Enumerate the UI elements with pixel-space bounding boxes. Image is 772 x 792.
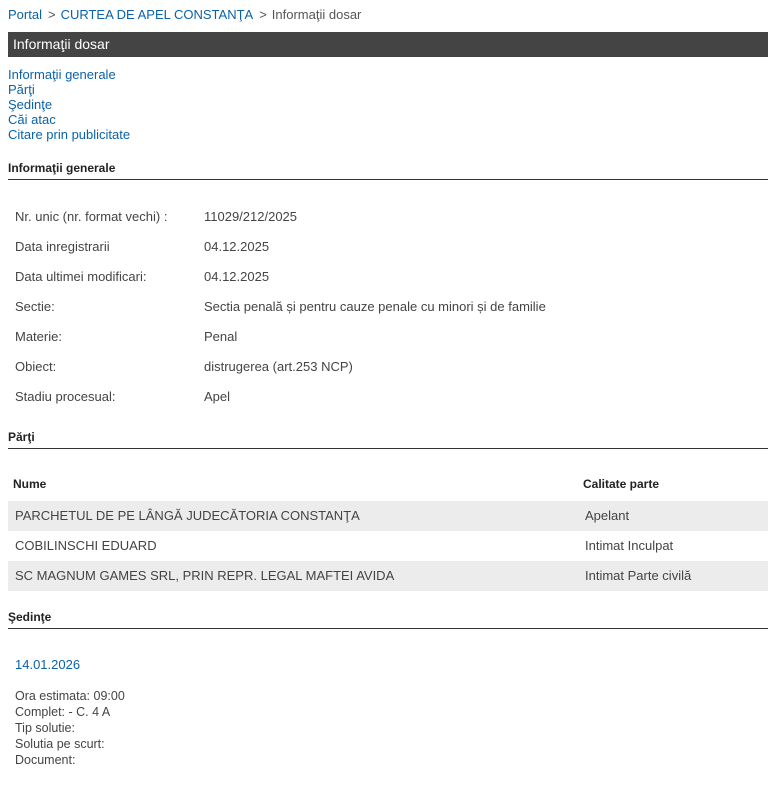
table-row <box>8 501 768 531</box>
info-value: 04.12.2025 <box>204 269 270 284</box>
breadcrumb-court-link[interactable]: CURTEA DE APEL CONSTANŢA <box>60 7 254 22</box>
hearing-estimated-time: Ora estimata: 09:00 <box>15 689 125 703</box>
hearing-details <box>15 688 125 768</box>
parties-table-header <box>8 477 768 493</box>
hearing-solution-type: Tip solutie: <box>15 721 75 735</box>
breadcrumb-separator: > <box>259 7 267 22</box>
info-label: Data inregistrarii <box>15 239 110 254</box>
info-label: Nr. unic (nr. format vechi) : <box>15 209 168 224</box>
breadcrumb-separator: > <box>47 7 56 22</box>
column-header-name: Nume <box>13 477 47 491</box>
toc-link-public-summons[interactable]: Citare prin publicitate <box>8 127 131 142</box>
party-name: COBILINSCHI EDUARD <box>15 538 157 553</box>
info-value: Sectia penală și pentru cauze penale cu minori și de familie <box>204 299 546 314</box>
section-heading-general: Informaţii generale <box>8 161 768 180</box>
table-row <box>8 561 768 591</box>
table-row <box>8 531 768 561</box>
breadcrumb-portal-link[interactable]: Portal <box>8 7 42 22</box>
column-header-role: Calitate parte <box>583 477 660 491</box>
page-title: Informaţii dosar <box>8 32 768 57</box>
party-role: Intimat Parte civilă <box>585 568 692 583</box>
party-name: SC MAGNUM GAMES SRL, PRIN REPR. LEGAL MAFTEI AVIDA <box>15 568 395 583</box>
breadcrumb <box>8 7 361 22</box>
toc-link-general[interactable]: Informaţii generale <box>8 67 116 82</box>
info-value: Penal <box>204 329 238 344</box>
section-heading-hearings: Şedinţe <box>8 610 768 629</box>
hearing-date: 14.01.2026 <box>15 657 81 672</box>
info-value: 11029/212/2025 <box>204 209 298 224</box>
info-value: 04.12.2025 <box>204 239 270 254</box>
toc-link-appeals[interactable]: Căi atac <box>8 112 56 127</box>
breadcrumb-current: Informaţii dosar <box>271 7 362 22</box>
hearing-solution-summary: Solutia pe scurt: <box>15 737 105 751</box>
hearing-document: Document: <box>15 753 76 767</box>
toc-link-hearings[interactable]: Şedinţe <box>8 97 53 112</box>
hearing-panel: Complet: - C. 4 A <box>15 705 111 719</box>
info-label: Stadiu procesual: <box>15 389 116 404</box>
info-label: Obiect: <box>15 359 57 374</box>
info-value: Apel <box>204 389 231 404</box>
info-label: Sectie: <box>15 299 55 314</box>
table-of-contents <box>8 67 130 142</box>
info-value: distrugerea (art.253 NCP) <box>204 359 353 374</box>
party-name: PARCHETUL DE PE LÂNGĂ JUDECĂTORIA CONSTANŢA <box>15 508 360 523</box>
toc-link-parties[interactable]: Părţi <box>8 82 35 97</box>
party-role: Intimat Inculpat <box>585 538 674 553</box>
party-role: Apelant <box>585 508 630 523</box>
section-heading-parties: Părţi <box>8 430 768 449</box>
info-label: Materie: <box>15 329 62 344</box>
info-label: Data ultimei modificari: <box>15 269 147 284</box>
